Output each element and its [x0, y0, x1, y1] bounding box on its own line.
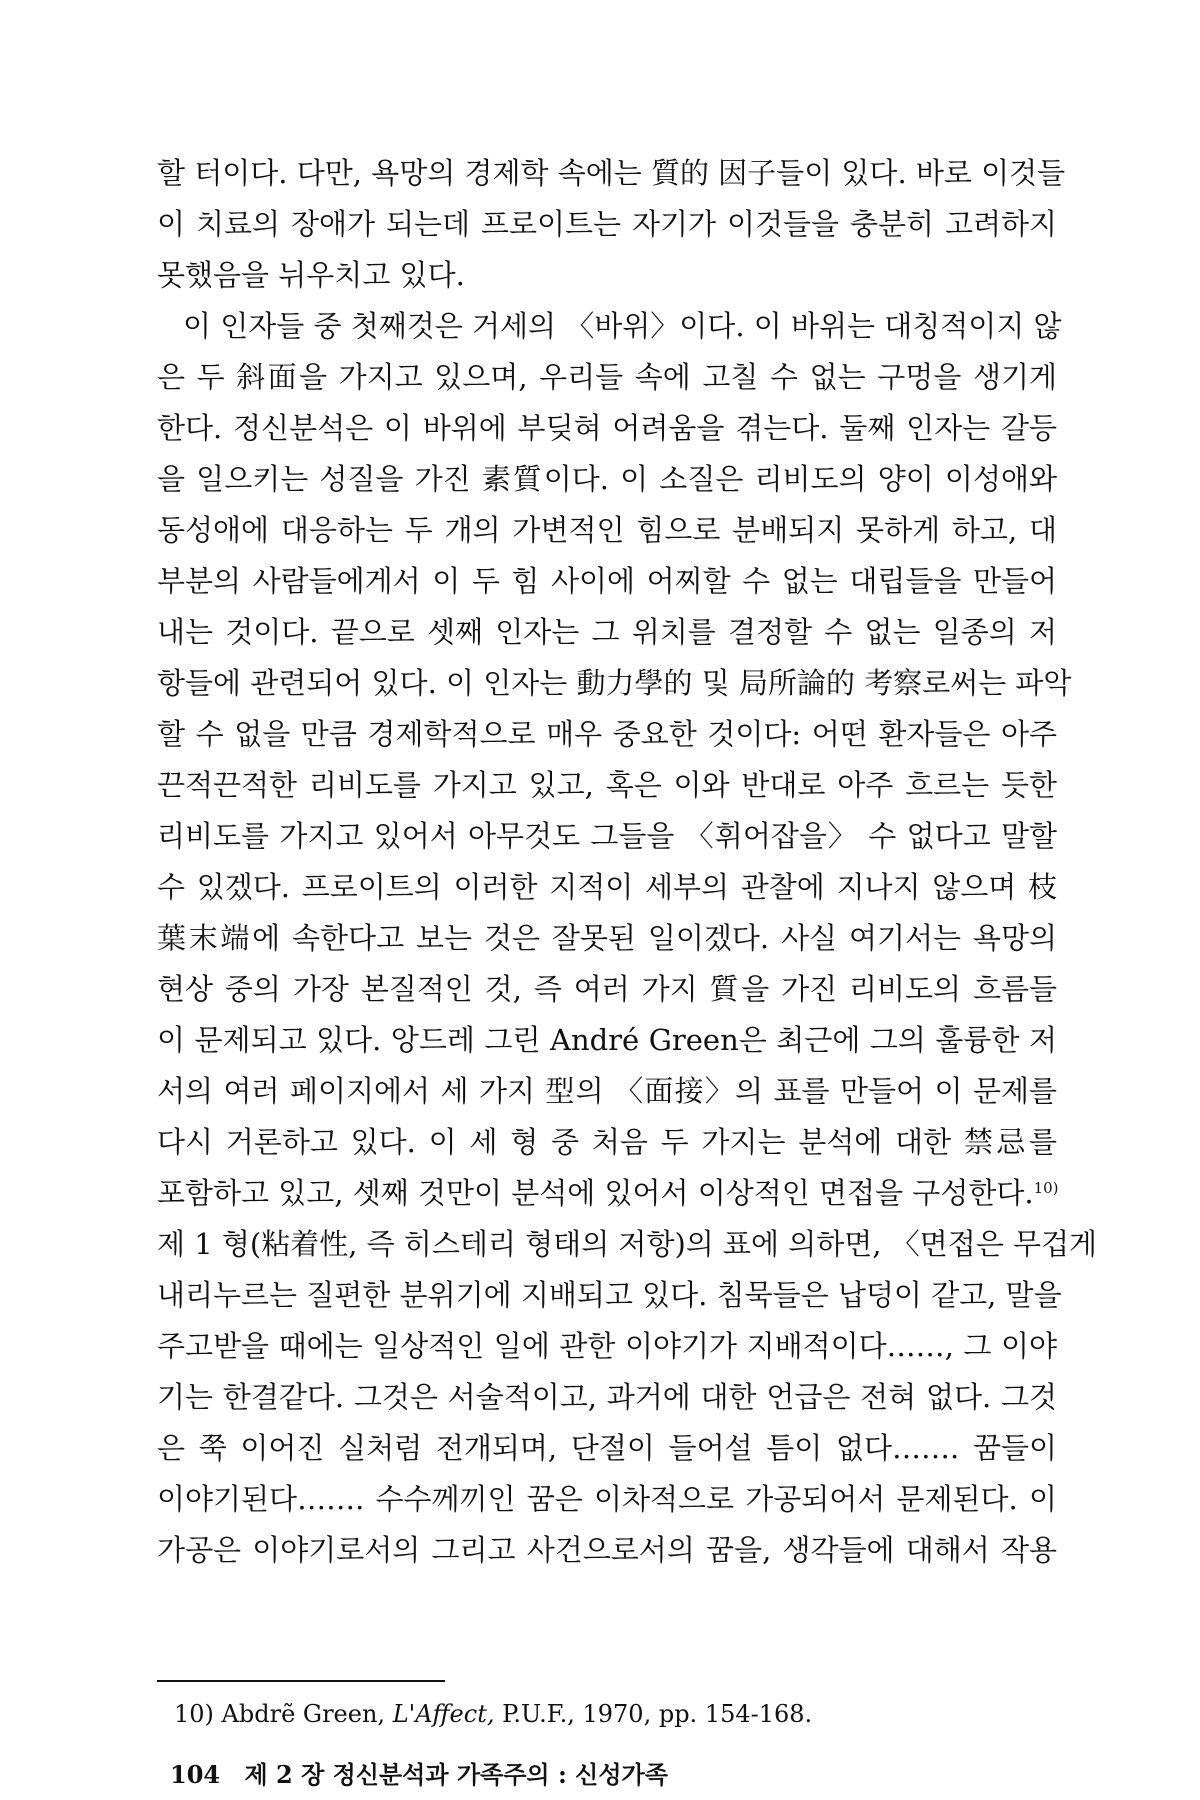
text-line: 한다. 정신분석은 이 바위에 부딪혀 어려움을 겪는다. 둘째 인자는 갈등	[157, 411, 1057, 445]
text-line: 내리누르는 질편한 분위기에 지배되고 있다. 침묵들은 납덩이 같고, 말을	[157, 1278, 1062, 1312]
text-line: 을 일으키는 성질을 가진 素質이다. 이 소질은 리비도의 양이 이성애와	[157, 462, 1057, 496]
text-line: 수 있겠다. 프로이트의 이러한 지적이 세부의 관찰에 지나지 않으며 枝	[157, 870, 1057, 904]
text-line: 이 치료의 장애가 되는데 프로이트는 자기가 이것들을 충분히 고려하지	[157, 207, 1057, 241]
text-line: 은 쭉 이어진 실처럼 전개되며, 단절이 들어설 틈이 없다……. 꿈들이	[157, 1431, 1057, 1465]
text-line-with-footnote-ref	[157, 1168, 1057, 1219]
page-number: 104	[170, 1760, 221, 1789]
text-line: 리비도를 가지고 있어서 아무것도 그들을 〈휘어잡을〉 수 없다고 말할	[157, 819, 1057, 853]
text-line: 이 인자들 중 첫째것은 거세의 〈바위〉이다. 이 바위는 대칭적이지 않	[183, 309, 1062, 343]
text-line: 다시 거론하고 있다. 이 세 형 중 처음 두 가지는 분석에 대한 禁忌를	[157, 1125, 1057, 1159]
footnote-publisher: P.U.F., 1970, pp. 154-168.	[502, 1700, 813, 1728]
text-line: 동성애에 대응하는 두 개의 가변적인 힘으로 분배되지 못하게 하고, 대	[157, 513, 1057, 547]
footnote-divider	[157, 1680, 445, 1682]
text-line: 葉末端에 속한다고 보는 것은 잘못된 일이겠다. 사실 여기서는 욕망의	[157, 921, 1057, 955]
footnote	[174, 1699, 812, 1729]
text-line-content: 포함하고 있고, 셋째 것만이 분석에 있어서 이상적인 면접을 구성한다.	[157, 1176, 1034, 1210]
text-line: 주고받을 때에는 일상적인 일에 관한 이야기가 지배적이다……, 그 이야	[157, 1329, 1057, 1363]
text-line: 기는 한결같다. 그것은 서술적이고, 과거에 대한 언급은 전혀 없다. 그것	[157, 1380, 1057, 1414]
text-line: 서의 여러 페이지에서 세 가지 型의 〈面接〉의 표를 만들어 이 문제를	[157, 1074, 1057, 1108]
footnote-number: 10)	[174, 1700, 214, 1728]
text-line: 내는 것이다. 끝으로 셋째 인자는 그 위치를 결정할 수 없는 일종의 저	[157, 615, 1057, 649]
text-line: 이야기된다……. 수수께끼인 꿈은 이차적으로 가공되어서 문제된다. 이	[157, 1482, 1057, 1516]
page-footer	[170, 1760, 668, 1790]
text-line: 할 수 없을 만큼 경제학적으로 매우 중요한 것이다: 어떤 환자들은 아주	[157, 717, 1057, 751]
text-line: 끈적끈적한 리비도를 가지고 있고, 혹은 이와 반대로 아주 흐르는 듯한	[157, 768, 1057, 802]
text-line: 부분의 사람들에게서 이 두 힘 사이에 어찌할 수 없는 대립들을 만들어	[157, 564, 1057, 598]
footnote-reference[interactable]: 10)	[1033, 1179, 1059, 1197]
chapter-title: 제 2 장 정신분석과 가족주의 : 신성가족	[244, 1760, 668, 1789]
text-line: 현상 중의 가장 본질적인 것, 즉 여러 가지 質을 가진 리비도의 흐름들	[157, 972, 1057, 1006]
text-line: 이 문제되고 있다. 앙드레 그린 André Green은 최근에 그의 훌륭한 저	[157, 1023, 1057, 1057]
body-text	[157, 148, 1098, 1576]
footnote-author: Abdrẽ Green,	[221, 1700, 386, 1728]
text-line: 은 두 斜面을 가지고 있으며, 우리들 속에 고칠 수 없는 구멍을 생기게	[157, 360, 1057, 394]
text-line: 제 1 형(粘着性, 즉 히스테리 형태의 저항)의 표에 의하면, 〈면접은 무겁게	[157, 1227, 1098, 1261]
text-line: 항들에 관련되어 있다. 이 인자는 動力學的 및 局所論的 考察로써는 파악	[157, 666, 1072, 700]
text-line: 할 터이다. 다만, 욕망의 경제학 속에는 質的 因子들이 있다. 바로 이것들	[157, 156, 1066, 190]
footnote-title: L'Affect,	[392, 1700, 495, 1728]
text-line: 못했음을 뉘우치고 있다.	[157, 258, 465, 292]
text-line: 가공은 이야기로서의 그리고 사건으로서의 꿈을, 생각들에 대해서 작용	[157, 1533, 1057, 1567]
